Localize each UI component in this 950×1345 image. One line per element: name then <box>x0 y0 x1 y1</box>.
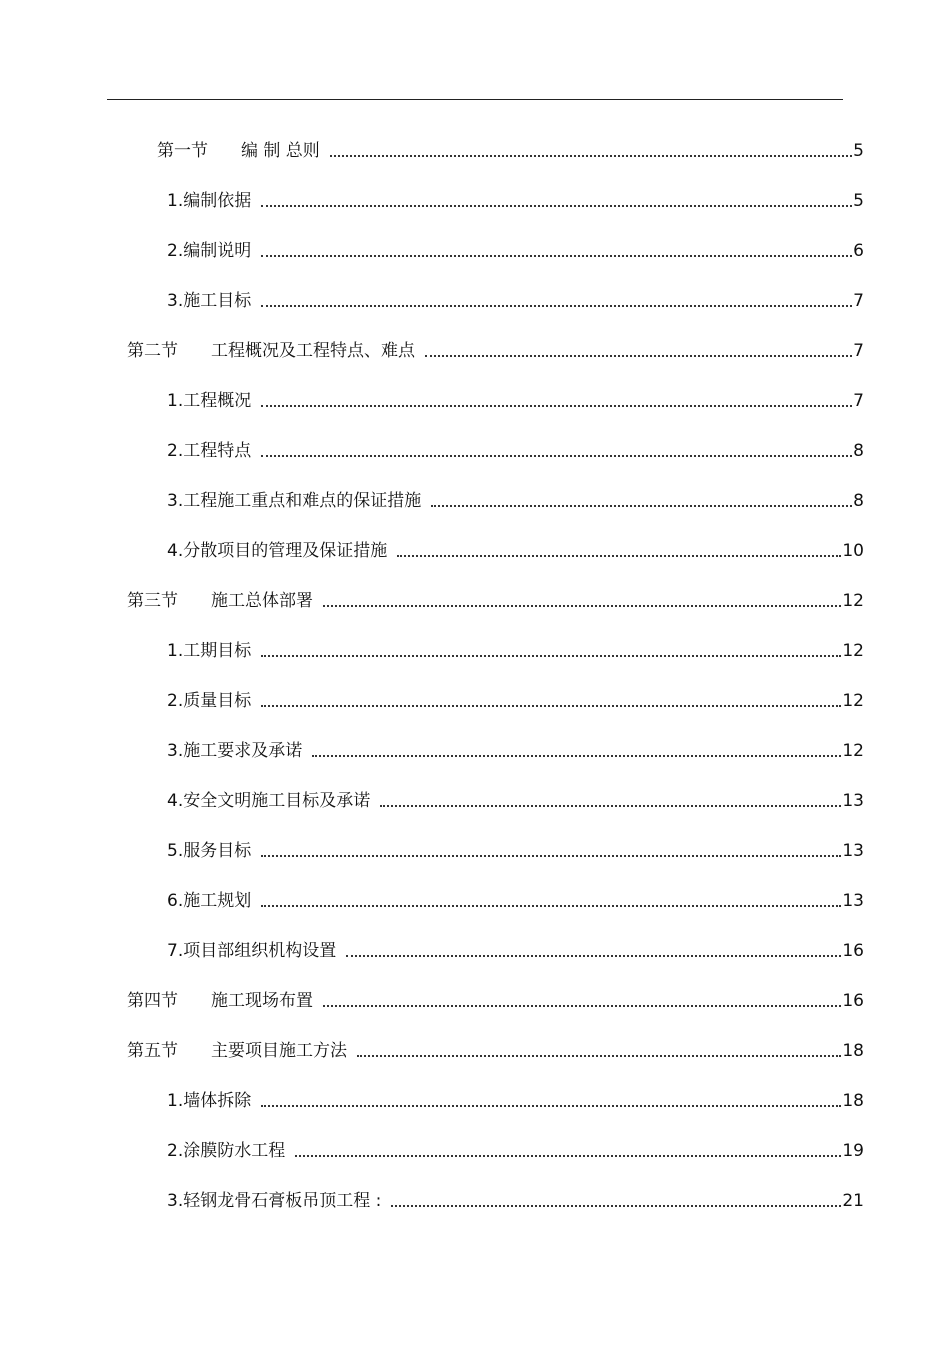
dot-leader <box>261 855 841 857</box>
toc-page-number: 12 <box>842 741 864 761</box>
dot-leader <box>346 955 841 957</box>
toc-section-number: 第二节 <box>127 341 178 361</box>
dot-leader <box>261 905 841 907</box>
toc-page-number: 13 <box>842 791 864 811</box>
toc-entry-label <box>167 491 431 511</box>
toc-entry[interactable] <box>167 935 864 961</box>
toc-section-number: 第一节 <box>157 141 208 161</box>
toc-section-number: 第三节 <box>127 591 178 611</box>
toc-entry-label <box>167 541 397 561</box>
dot-leader <box>312 755 841 757</box>
toc-page-number: 16 <box>842 991 864 1011</box>
toc-entry-title: 编 制 总则 <box>241 141 320 161</box>
toc-entry[interactable] <box>167 1085 864 1111</box>
toc-entry-title: 2.质量目标 <box>167 691 252 711</box>
toc-entry[interactable] <box>127 1035 864 1061</box>
toc-entry[interactable] <box>167 435 864 461</box>
dot-leader <box>397 555 841 557</box>
toc-entry-title: 4.分散项目的管理及保证措施 <box>167 541 388 561</box>
toc-entry-label <box>127 991 323 1011</box>
toc-entry-label <box>167 291 261 311</box>
toc-entry-label <box>157 141 330 161</box>
toc-entry[interactable] <box>167 385 864 411</box>
toc-page-number: 10 <box>842 541 864 561</box>
toc-page-number: 8 <box>853 441 864 461</box>
toc-entry-label <box>167 1191 391 1211</box>
toc-entry-title: 工程概况及工程特点、难点 <box>211 341 415 361</box>
toc-entry-label <box>167 391 261 411</box>
toc-entry-label <box>167 791 380 811</box>
toc-entry-title: 1.墙体拆除 <box>167 1091 252 1111</box>
toc-entry[interactable] <box>127 335 864 361</box>
toc-entry[interactable] <box>167 185 864 211</box>
toc-entry-title: 2.涂膜防水工程 <box>167 1141 286 1161</box>
toc-page-number: 13 <box>842 891 864 911</box>
toc-page-number: 13 <box>842 841 864 861</box>
toc-entry-label <box>167 241 261 261</box>
toc-entry[interactable] <box>167 685 864 711</box>
toc-page-number: 12 <box>842 591 864 611</box>
toc-entry-title: 4.安全文明施工目标及承诺 <box>167 791 371 811</box>
toc-section-number: 第四节 <box>127 991 178 1011</box>
dot-leader <box>261 405 852 407</box>
toc-page-number: 19 <box>842 1141 864 1161</box>
toc-page-number: 21 <box>842 1191 864 1211</box>
toc-entry-title: 7.项目部组织机构设置 <box>167 941 337 961</box>
toc-entry[interactable] <box>167 485 864 511</box>
toc-entry-label <box>167 1091 261 1111</box>
toc-page-number: 12 <box>842 641 864 661</box>
dot-leader <box>261 205 852 207</box>
toc-entry-title: 3.施工要求及承诺 <box>167 741 303 761</box>
toc-entry[interactable] <box>167 885 864 911</box>
toc-page-number: 7 <box>853 341 864 361</box>
dot-leader <box>261 1105 841 1107</box>
toc-entry[interactable] <box>157 135 864 161</box>
toc-page-number: 12 <box>842 691 864 711</box>
dot-leader <box>391 1205 841 1207</box>
toc-entry-title: 1.工程概况 <box>167 391 252 411</box>
header-rule <box>107 99 843 100</box>
toc-entry[interactable] <box>167 835 864 861</box>
toc-entry[interactable] <box>167 285 864 311</box>
toc-entry-title: 施工总体部署 <box>211 591 313 611</box>
dot-leader <box>295 1155 841 1157</box>
dot-leader <box>261 705 841 707</box>
toc-entry-label <box>167 641 261 661</box>
toc-entry-title: 1.编制依据 <box>167 191 252 211</box>
toc-entry[interactable] <box>167 1185 864 1211</box>
toc-page-number: 7 <box>853 391 864 411</box>
toc-entry-label <box>167 1141 295 1161</box>
toc-entry[interactable] <box>127 985 864 1011</box>
toc-entry[interactable] <box>167 235 864 261</box>
dot-leader <box>357 1055 841 1057</box>
toc-entry-label <box>167 741 312 761</box>
toc-entry-title: 3.轻钢龙骨石膏板吊顶工程 : <box>167 1191 382 1211</box>
toc-page-number: 8 <box>853 491 864 511</box>
toc-entry-label <box>167 841 261 861</box>
toc-entry-label <box>167 941 346 961</box>
toc-section-number: 第五节 <box>127 1041 178 1061</box>
toc-entry-label <box>127 341 425 361</box>
dot-leader <box>261 305 852 307</box>
dot-leader <box>330 155 852 157</box>
dot-leader <box>261 255 852 257</box>
dot-leader <box>425 355 852 357</box>
toc-page-number: 18 <box>842 1091 864 1111</box>
toc-entry-title: 施工现场布置 <box>211 991 313 1011</box>
toc-entry-title: 3.施工目标 <box>167 291 252 311</box>
toc-entry-title: 2.工程特点 <box>167 441 252 461</box>
toc-entry-title: 1.工期目标 <box>167 641 252 661</box>
toc-page-number: 16 <box>842 941 864 961</box>
toc-entry-title: 3.工程施工重点和难点的保证措施 <box>167 491 422 511</box>
toc-entry-title: 6.施工规划 <box>167 891 252 911</box>
toc-entry[interactable] <box>167 1135 864 1161</box>
toc-entry-title: 2.编制说明 <box>167 241 252 261</box>
toc-page-number: 7 <box>853 291 864 311</box>
dot-leader <box>431 505 852 507</box>
toc-entry-label <box>167 191 261 211</box>
dot-leader <box>323 1005 841 1007</box>
toc-entry-label <box>167 691 261 711</box>
toc-entry-label <box>167 441 261 461</box>
toc-entry-title: 主要项目施工方法 <box>211 1041 347 1061</box>
toc-entry-title: 5.服务目标 <box>167 841 252 861</box>
dot-leader <box>261 655 841 657</box>
toc-entry-label <box>167 891 261 911</box>
toc-entry[interactable] <box>127 585 864 611</box>
toc-page-number: 6 <box>853 241 864 261</box>
toc-entry-label <box>127 591 323 611</box>
dot-leader <box>380 805 841 807</box>
dot-leader <box>323 605 841 607</box>
toc-entry[interactable] <box>167 735 864 761</box>
dot-leader <box>261 455 852 457</box>
toc-entry[interactable] <box>167 635 864 661</box>
toc-entry[interactable] <box>167 785 864 811</box>
toc-entry-label <box>127 1041 357 1061</box>
toc-page-number: 5 <box>853 141 864 161</box>
toc-page-number: 5 <box>853 191 864 211</box>
toc-entry[interactable] <box>167 535 864 561</box>
toc-page-number: 18 <box>842 1041 864 1061</box>
